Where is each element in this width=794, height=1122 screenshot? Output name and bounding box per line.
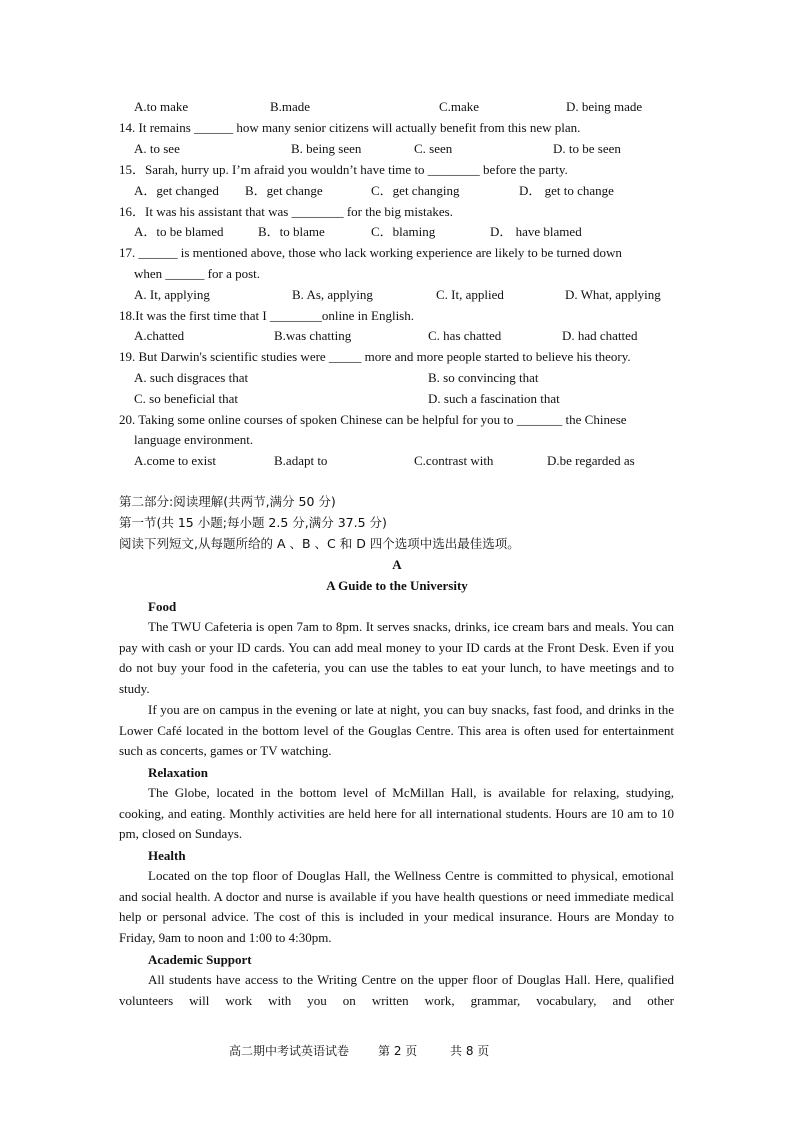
q14-option-c: C. seen [414,141,453,156]
q20-stem-line1: 20. Taking some online courses of spoken Chinese can be helpful for you to _______ the Chinese [119,412,627,427]
section2-subheading: 第一节(共 15 小题;每小题 2.5 分,满分 37.5 分) [119,515,387,530]
q16-option-d: D． have blamed [490,224,582,239]
passage-letter: A [392,557,402,572]
q14-option-b: B. being seen [291,141,362,156]
q20-stem-line2: language environment. [134,432,254,447]
q16-option-b: B．to blame [258,224,325,239]
academic-support-paragraph-text: All students have access to the Writing Centre on the upper floor of Douglas Hall. Here, qualified volunteers will work with you on written work, grammar, vocabulary, and other [119,972,674,1008]
q18-stem: 18.It was the first time that I ________online in English. [119,308,414,323]
health-paragraph-text: Located on the top floor of Douglas Hall, the Wellness Centre is committed to physical, emotional and social health. A doctor and nurse is available if you have health questions or need immediate medical help or personal advice. The cost of this is included in your medical insurance. Hours are Monday to Friday, 9am to noon and 1:00 to 4:30pm. [119,868,674,946]
q16-stem: 16．It was his assistant that was ________ for the big mistakes. [119,204,453,219]
q17-option-a: A. It, applying [134,287,210,302]
q17-option-d: D. What, applying [565,287,661,302]
q19-option-c: C. so beneficial that [134,391,238,406]
q15-option-a: A．get changed [134,183,219,198]
q18-option-c: C. has chatted [428,328,502,343]
footer-exam-title: 高二期中考试英语试卷 [229,1044,350,1058]
q15-option-d: D． get to change [519,183,614,198]
health-paragraph [119,866,674,949]
q13-option-d: D. being made [566,99,643,114]
q13-option-b: B.made [270,99,311,114]
q18-option-a: A.chatted [134,328,185,343]
q17-stem-line2: when ______ for a post. [134,266,261,281]
q14-option-a: A. to see [134,141,180,156]
q18-option-d: D. had chatted [562,328,638,343]
food-paragraph-1-text: The TWU Cafeteria is open 7am to 8pm. It serves snacks, drinks, ice cream bars and meals. You can pay with cash or your ID cards. You can add meal money to your ID cards at the Front Desk. Even if you do not buy your food in the cafeteria, you can use the tables to eat your lunch, to have meetings and to study. [119,619,674,697]
q16-option-a: A．to be blamed [134,224,224,239]
q17-option-b: B. As, applying [292,287,373,302]
health-heading: Health [148,848,186,863]
q15-option-b: B．get change [245,183,323,198]
q20-option-c: C.contrast with [414,453,494,468]
q19-option-d: D. such a fascination that [428,391,560,406]
academic-support-paragraph [119,970,674,1011]
section2-heading: 第二部分:阅读理解(共两节,满分 50 分) [119,494,336,509]
academic-support-heading: Academic Support [148,952,252,967]
section2-instruction: 阅读下列短文,从每题所给的 A 、B 、C 和 D 四个选项中选出最佳选项。 [119,536,520,551]
q13-option-c: C.make [439,99,480,114]
q19-option-b: B. so convincing that [428,370,539,385]
q19-option-a: A. such disgraces that [134,370,249,385]
q15-option-c: C．get changing [371,183,460,198]
relaxation-paragraph-text: The Globe, located in the bottom level of McMillan Hall, is available for relaxing, studying, cooking, and eating. Monthly activities are held here for all international students. Hours are 10 am to 10 pm, closed on Sundays. [119,785,674,842]
q14-option-d: D. to be seen [553,141,621,156]
q20-option-a: A.come to exist [134,453,216,468]
footer-page-number: 第 2 页 [378,1044,418,1058]
q17-option-c: C. It, applied [436,287,504,302]
q18-option-b: B.was chatting [274,328,352,343]
food-paragraph-2-text: If you are on campus in the evening or late at night, you can buy snacks, fast food, and drinks in the Lower Café located in the bottom level of the Gouglas Centre. This area is often used for entertainment such as concerts, games or TV watching. [119,702,674,759]
q16-option-c: C．blaming [371,224,436,239]
relaxation-paragraph [119,783,674,845]
q13-option-a: A.to make [134,99,189,114]
food-heading: Food [148,599,177,614]
q15-stem: 15．Sarah, hurry up. I’m afraid you wouldn’t have time to ________ before the party. [119,162,568,177]
q19-stem: 19. But Darwin's scientific studies were _____ more and more people started to believe his theory. [119,349,631,364]
food-paragraph-2 [119,700,674,762]
food-paragraph-1 [119,617,674,700]
q20-option-d: D.be regarded as [547,453,635,468]
q20-option-b: B.adapt to [274,453,328,468]
q14-stem: 14. It remains ______ how many senior citizens will actually benefit from this new plan. [119,120,581,135]
q17-stem-line1: 17. ______ is mentioned above, those who lack working experience are likely to be turned down [119,245,622,260]
footer-total-pages: 共 8 页 [450,1044,490,1058]
passage-title: A Guide to the University [326,578,468,593]
relaxation-heading: Relaxation [148,765,208,780]
